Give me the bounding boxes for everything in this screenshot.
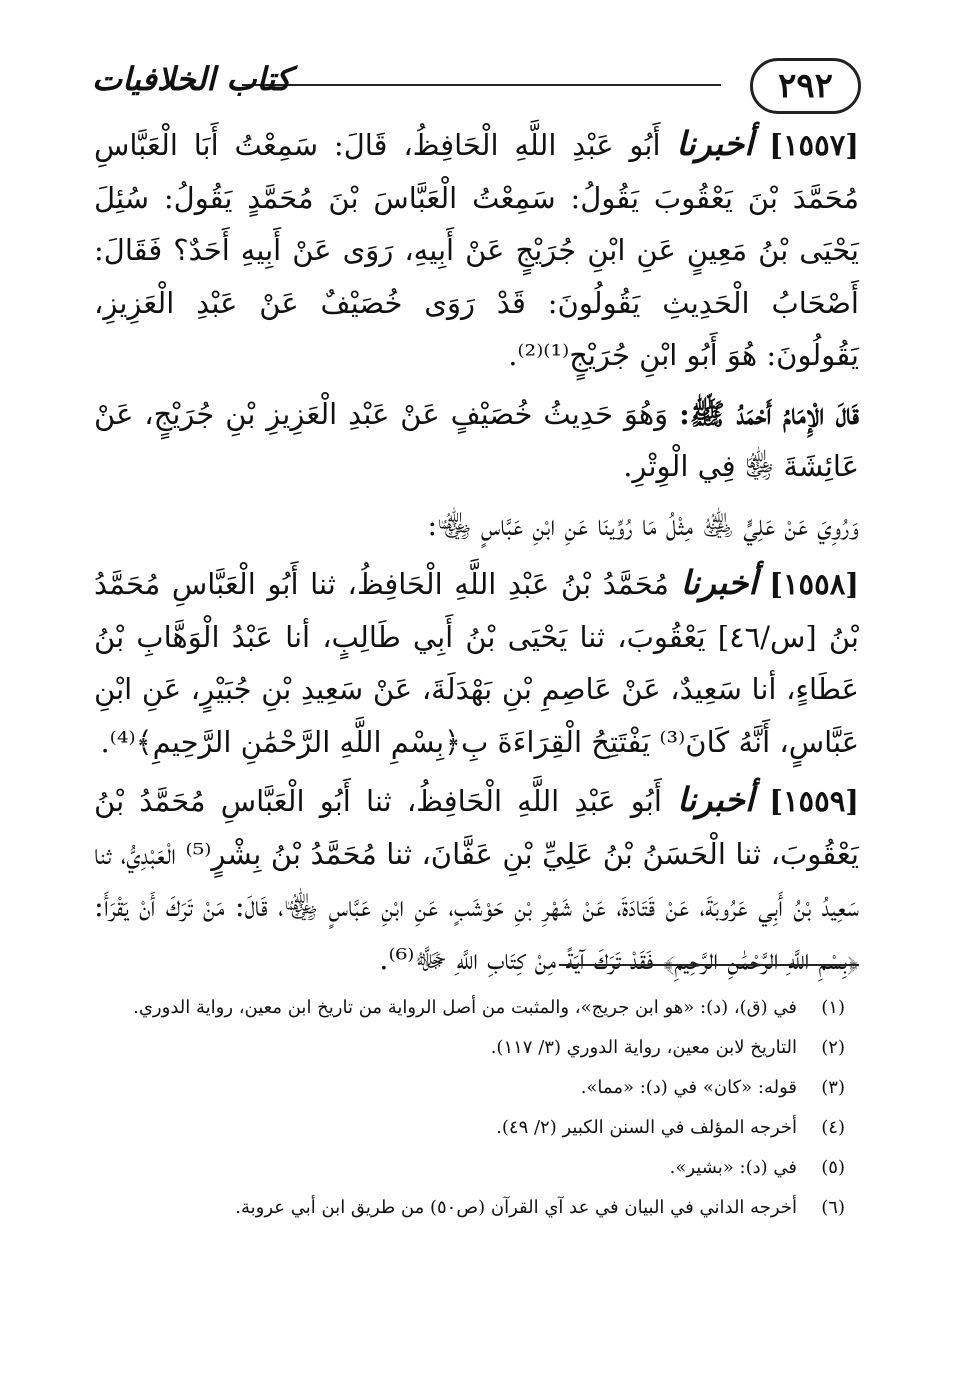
- footnote-number: (١): [821, 997, 845, 1018]
- footnote-2: [110, 1032, 845, 1064]
- paragraph-imam-ahmad: [94, 388, 859, 493]
- narration-keyword: أخبرنا: [680, 563, 758, 602]
- footnote-text: قوله: «كان» في (د): «مما».: [580, 1077, 797, 1098]
- paragraph-text: وَرُوِيَ عَنْ عَلِيٍّ ﵁ مِثْلُ مَا رُوِّينَا عَنِ ابْنِ عَبَّاسٍ ﵄:: [427, 507, 859, 542]
- imam-statement-label: قَالَ الْإِمَامُ أَحْمَدُ ﷺ:: [679, 396, 859, 431]
- book-title: كتاب الخلافيات: [92, 60, 292, 98]
- footnote-3: [110, 1072, 845, 1104]
- paragraph-1558: [94, 557, 859, 768]
- footnote-6: [110, 1192, 845, 1224]
- footnote-text: في (د): «بشير».: [669, 1157, 797, 1178]
- footnotes: [110, 992, 845, 1232]
- page-number: ٢٩٢: [750, 58, 861, 114]
- footnote-number: (٥): [821, 1157, 845, 1178]
- footnote-number: (٦): [821, 1197, 845, 1218]
- paragraph-text: أَبُو عَبْدِ اللَّهِ الْحَافِظُ، قَالَ: سَمِعْتُ أَبَا الْعَبَّاسِ مُحَمَّدَ بْنَ يَعْقُوبَ يَقُولُ: سَمِعْتُ الْعَبَّاسَ بْنَ مُحَمَّدٍ يَقُولُ: سُئِلَ يَحْيَى بْنُ مَعِينٍ عَنِ ابْنِ جُرَيْجٍ عَنْ أَبِيهِ، رَوَى عَنْ أَبِيهِ أَحَدٌ؟ فَقَالَ: أَصْحَابُ الْحَدِيثِ يَقُولُونَ: قَدْ رَوَى خُصَيْفٌ عَنْ عَبْدِ الْعَزِيزِ، يَقُولُونَ: هُوَ أَبُو ابْنِ جُرَيْجٍ⁽¹⁾⁽²⁾.: [94, 128, 859, 372]
- paragraph-text: مُحَمَّدُ بْنُ عَبْدِ اللَّهِ الْحَافِظُ، ثنا أَبُو الْعَبَّاسِ مُحَمَّدُ بْنُ [س/٤٦] يَعْقُوبَ، ثنا يَحْيَى بْنُ أَبِي طَالِبٍ، أنا عَبْدُ الْوَهَّابِ بْنُ عَطَاءٍ، أنا سَعِيدٌ، عَنْ عَاصِمِ بْنِ بَهْدَلَةَ، عَنْ سَعِيدِ بْنِ جُبَيْرٍ، عَنِ ابْنِ عَبَّاسٍ، أَنَّهُ كَانَ⁽³⁾ يَفْتَتِحُ الْقِرَاءَةَ بِ﴿بِسْمِ اللَّهِ الرَّحْمَٰنِ الرَّحِيمِ﴾⁽⁴⁾.: [94, 567, 859, 759]
- footnote-4: [110, 1112, 845, 1144]
- main-text: [94, 118, 859, 985]
- footnote-text: في (ق)، (د): «هو ابن جريج»، والمثبت من أصل الرواية من تاريخ ابن معين، رواية الدوري.: [133, 997, 797, 1018]
- header-rule: [242, 84, 721, 86]
- hadith-number: [١٥٥٩]: [769, 784, 860, 818]
- paragraph-1557: [94, 118, 859, 382]
- paragraph-1559: [94, 774, 859, 985]
- narration-keyword: أخبرنا: [677, 780, 755, 819]
- narration-keyword: أخبرنا: [676, 124, 754, 163]
- page-header: [92, 58, 861, 118]
- paragraph-text: أَبُو عَبْدِ اللَّهِ الْحَافِظُ، ثنا أَبُو الْعَبَّاسِ مُحَمَّدُ بْنُ يَعْقُوبَ، ثنا الْحَسَنُ بْنُ عَلِيِّ بْنِ عَفَّانَ، ثنا مُحَمَّدُ بْنُ بِشْرٍ⁽⁵⁾ الْعَبْدِيُّ، ثنا سَعِيدُ بْنُ أَبِي عَرُوبَةَ، عَنْ قَتَادَةَ، عَنْ شَهْرِ بْنِ حَوْشَبٍ، عَنِ ابْنِ عَبَّاسٍ ﵄، قَالَ: مَنْ تَرَكَ أَنْ يَقْرَأَ: ﴿بِسْمِ اللَّهِ الرَّحْمَٰنِ الرَّحِيمِ﴾ فَقَدْ تَرَكَ آيَةً مِنْ كِتَابِ اللَّهِ ﷻ⁽⁶⁾.: [94, 784, 859, 976]
- footnote-text: أخرجه الداني في البيان في عد آي القرآن (ص٥٠) من طريق ابن أبي عروبة.: [235, 1197, 797, 1218]
- hadith-number: [١٥٥٨]: [769, 567, 860, 601]
- footnote-number: (٤): [821, 1117, 845, 1138]
- footnote-1: [110, 992, 845, 1024]
- paragraph-text: وَهُوَ حَدِيثُ خُصَيْفٍ عَنْ عَبْدِ الْعَزِيزِ بْنِ جُرَيْجٍ، عَنْ عَائِشَةَ ﵂ فِي الْوِتْرِ.: [94, 396, 859, 483]
- paragraph-narration-ali: [94, 499, 859, 552]
- footnote-text: أخرجه المؤلف في السنن الكبير (٢/ ٤٩).: [496, 1117, 797, 1138]
- hadith-number: [١٥٥٧]: [769, 128, 860, 162]
- footnote-number: (٢): [821, 1037, 845, 1058]
- footnote-number: (٣): [821, 1077, 845, 1098]
- footnote-separator: [559, 964, 859, 966]
- footnote-text: التاريخ لابن معين، رواية الدوري (٣/ ١١٧).: [490, 1037, 797, 1058]
- footnote-5: [110, 1152, 845, 1184]
